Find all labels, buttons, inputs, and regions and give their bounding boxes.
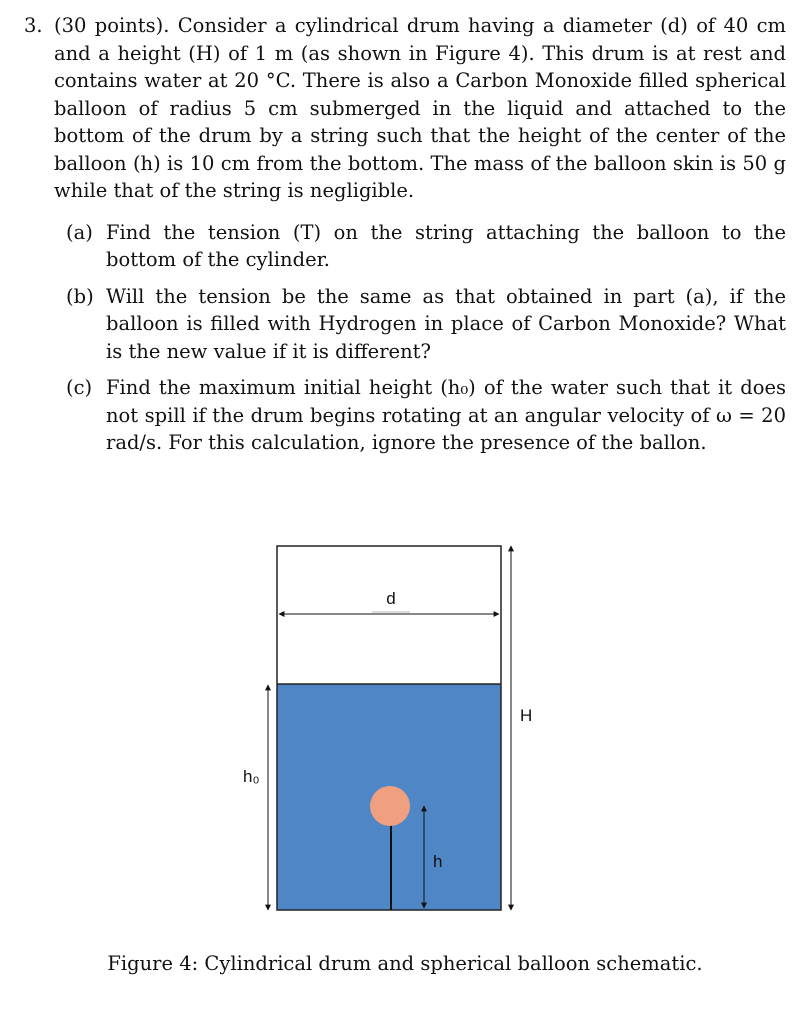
water-height-label: h₀	[243, 767, 260, 786]
figure-4	[0, 530, 810, 920]
part-b-text: Will the tension be the same as that obtained in part (a), if the balloon is filled with Hydrogen in place of Carbon Monoxide? What is the new value if it is different?	[106, 284, 786, 363]
sub-questions	[66, 219, 786, 457]
balloon-height-label: h	[433, 852, 443, 871]
part-b	[66, 283, 786, 366]
figure-caption: Figure 4: Cylindrical drum and spherical balloon schematic.	[107, 952, 703, 975]
part-c	[66, 374, 786, 457]
diameter-label: d	[386, 589, 396, 608]
part-c-text: Find the maximum initial height (h₀) of the water such that it does not spill if the drum begins rotating at an angular velocity of ω = 20 rad/s. For this calculation, ignore the presence of the ballon.	[106, 376, 786, 454]
part-a	[66, 219, 786, 274]
question-text: (30 points). Consider a cylindrical drum having a diameter (d) of 40 cm and a height (H) of 1 m (as shown in Figure 4). This drum is at rest and contains water at 20 °C. There is also a Carbon Monoxide filled spherical balloon of radius 5 cm submerged in the liquid and attached to the bottom of the drum by a string such that the height of the center of the balloon (h) is 10 cm from the bottom. The mass of the balloon skin is 50 g while that of the string is negligible.	[54, 14, 786, 202]
part-a-label: (a)	[66, 220, 93, 244]
part-a-text: Find the tension (T) on the string attaching the balloon to the bottom of the cylinder.	[106, 220, 786, 271]
part-b-label: (b)	[66, 284, 94, 308]
balloon	[370, 786, 410, 826]
problem-3	[24, 12, 786, 466]
question-number: 3.	[24, 14, 43, 37]
drum-schematic	[0, 530, 810, 920]
problem-statement	[24, 12, 786, 205]
height-label: H	[520, 706, 533, 725]
part-c-label: (c)	[66, 376, 93, 399]
